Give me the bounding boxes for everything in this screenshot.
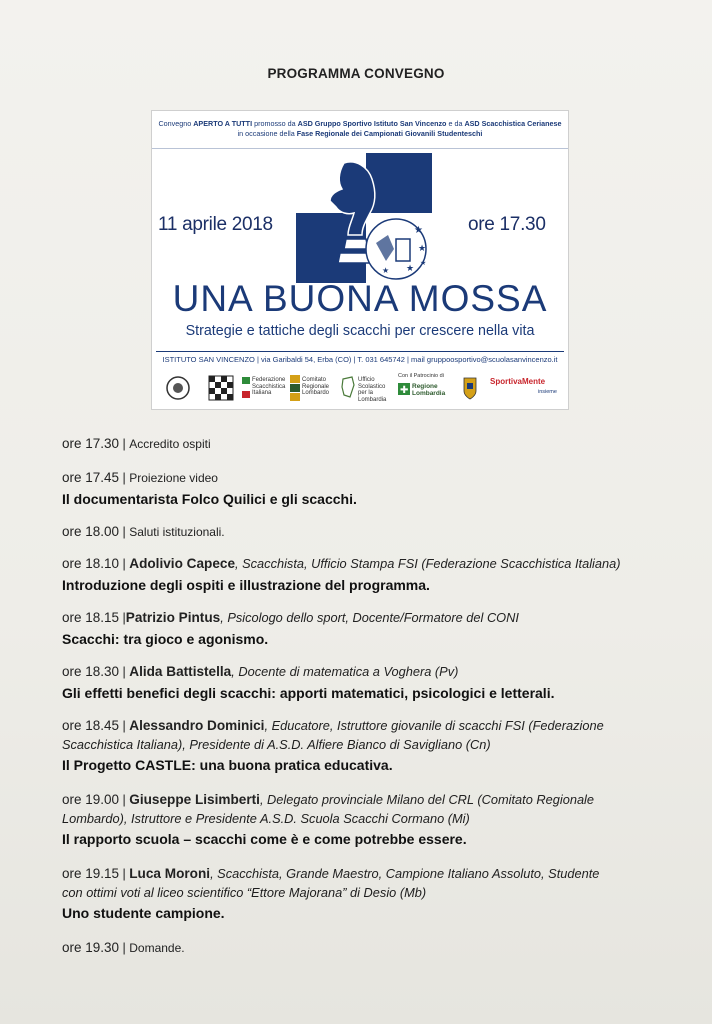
crl-logo-icon — [290, 375, 300, 401]
agenda-role: , Scacchista, Grande Maestro, Campione Italiano Assoluto, Studente — [210, 866, 600, 881]
agenda-time: ore 17.45 — [62, 470, 120, 485]
agenda-text: Proiezione video — [129, 471, 218, 485]
agenda-separator: | — [119, 793, 130, 807]
agenda-separator: | — [119, 557, 130, 571]
page-title: PROGRAMMA CONVEGNO — [267, 66, 445, 81]
agenda-time: ore 19.30 — [62, 940, 120, 955]
svg-text:★: ★ — [414, 225, 423, 236]
poster-header-text: in occasione della — [237, 128, 297, 138]
poster-header — [152, 119, 568, 138]
agenda-separator: | — [119, 525, 130, 539]
agenda-topic: Uno studente campione. — [62, 905, 225, 921]
agenda-topic: Il Progetto CASTLE: una buona pratica educativa. — [62, 757, 393, 773]
agenda-speaker: Alessandro Dominici — [129, 718, 265, 733]
poster-header-open: APERTO A TUTTI — [193, 119, 253, 128]
fsi-logo-text: Federazione Scacchistica Italiana — [252, 377, 286, 397]
agenda-item — [62, 554, 662, 596]
chess-knight-logo — [296, 153, 438, 283]
agenda-time: ore 18.15 — [62, 610, 120, 625]
svg-text:★: ★ — [420, 260, 427, 267]
agenda-role: , Psicologo dello sport, Docente/Formatore del CONI — [220, 610, 519, 625]
agenda-separator: | — [119, 867, 130, 881]
agenda-role: , Scacchista, Ufficio Stampa FSI (Federazione Scacchistica Italiana) — [235, 556, 621, 571]
agenda-separator: | — [119, 471, 130, 485]
municipal-crest-icon — [462, 375, 478, 401]
crl-logo-text: Comitato Regionale Lombardo — [302, 377, 330, 397]
agenda-time: ore 18.10 — [62, 556, 120, 571]
poster-time: ore 17.30 — [468, 214, 546, 235]
agenda-separator: | — [119, 437, 130, 451]
agenda-item — [62, 522, 662, 542]
poster-date: 11 aprile 2018 — [158, 214, 273, 235]
agenda-speaker: Giuseppe Lisimberti — [129, 792, 260, 807]
poster-header-org1: ASD Gruppo Sportivo Istituto San Vincenzo — [297, 119, 447, 128]
agenda-speaker: Patrizio Pintus — [125, 610, 221, 625]
crest-logo-icon — [164, 375, 194, 403]
sportivamente-logo-text: SportivaMente — [490, 377, 546, 386]
poster-subtitle: Strategie e tattiche degli scacchi per crescere nella vita — [185, 323, 535, 339]
poster-address: ISTITUTO SAN VINCENZO | via Garibaldi 54, Erba (CO) | T. 031 645742 | mail gruppoosportivo@scuolasanvincenzo.it — [162, 355, 558, 364]
agenda-item — [62, 864, 662, 924]
agenda-item — [62, 938, 662, 958]
agenda-topic: Scacchi: tra gioco e agonismo. — [62, 631, 269, 647]
poster-header-text: e da — [446, 119, 465, 128]
agenda-time: ore 19.15 — [62, 866, 120, 881]
poster-title: UNA BUONA MOSSA — [172, 278, 548, 319]
chessboard-logo-icon — [208, 375, 236, 401]
agenda-role-continued: Scacchistica Italiana), Presidente di A.S.D. Alfiere Bianco di Savigliano (Cn) — [62, 737, 491, 752]
agenda-topic: Introduzione degli ospiti e illustrazione del programma. — [62, 577, 430, 593]
agenda-role: , Educatore, Istruttore giovanile di scacchi FSI (Federazione — [264, 718, 604, 733]
agenda-role-continued: con ottimi voti al liceo scientifico “Ettore Majorana” di Desio (Mb) — [62, 885, 427, 900]
agenda-item — [62, 468, 662, 510]
agenda-topic: Il rapporto scuola – scacchi come è e come potrebbe essere. — [62, 831, 467, 847]
poster-divider — [152, 148, 568, 149]
agenda-text: Domande. — [129, 941, 185, 955]
agenda-topic: Il documentarista Folco Quilici e gli scacchi. — [62, 491, 357, 507]
svg-text:★: ★ — [418, 243, 427, 253]
lombardy-map-icon — [340, 375, 356, 401]
agenda-time: ore 18.30 — [62, 664, 120, 679]
agenda-item — [62, 716, 662, 776]
agenda-text: Saluti istituzionali. — [129, 525, 225, 539]
patrocinio-text: Con il Patrocinio di — [398, 373, 444, 379]
agenda-topic: Gli effetti benefici degli scacchi: apporti matematici, psicologici e letterali. — [62, 685, 555, 701]
agenda-speaker: Alida Battistella — [129, 664, 232, 679]
agenda-separator: | — [119, 611, 126, 625]
agenda-role: , Delegato provinciale Milano del CRL (Comitato Regionale — [259, 792, 595, 807]
agenda-separator: | — [119, 719, 130, 733]
poster-header-text: promosso da — [252, 119, 298, 128]
svg-text:★: ★ — [382, 266, 390, 275]
insieme-text: insieme — [538, 389, 557, 395]
agenda-role: , Docente di matematica a Voghera (Pv) — [231, 664, 459, 679]
event-poster — [151, 110, 569, 410]
agenda-item — [62, 790, 662, 850]
sponsor-logos — [160, 373, 560, 405]
regione-logo-icon — [398, 383, 410, 395]
poster-header-text: Convegno — [158, 119, 194, 128]
agenda-item — [62, 662, 662, 704]
regione-logo-text: Regione Lombardia — [412, 383, 446, 397]
agenda-speaker: Luca Moroni — [129, 866, 211, 881]
poster-header-event: Fase Regionale dei Campionati Giovanili Studenteschi — [296, 128, 483, 138]
poster-header-org2: ASD Scacchistica Cerianese — [464, 119, 562, 128]
agenda-text: Accredito ospiti — [129, 437, 211, 451]
agenda-separator: | — [119, 941, 130, 955]
ufficio-logo-text: Ufficio Scolastico per la Lombardia — [358, 377, 387, 403]
agenda-item — [62, 608, 662, 650]
agenda-time: ore 18.45 — [62, 718, 120, 733]
svg-text:★: ★ — [406, 263, 415, 273]
agenda-time: ore 17.30 — [62, 436, 120, 451]
agenda-item — [62, 434, 662, 454]
agenda-speaker: Adolivio Capece — [129, 556, 236, 571]
agenda-role-continued: Lombardo), Istruttore e Presidente A.S.D. Scuola Scacchi Cormano (Mi) — [62, 811, 470, 826]
italy-flag-icon — [242, 377, 250, 399]
agenda-time: ore 19.00 — [62, 792, 120, 807]
svg-text:✚: ✚ — [400, 385, 409, 395]
agenda-separator: | — [119, 665, 130, 679]
agenda-time: ore 18.00 — [62, 524, 120, 539]
poster-divider-bottom — [156, 351, 564, 352]
